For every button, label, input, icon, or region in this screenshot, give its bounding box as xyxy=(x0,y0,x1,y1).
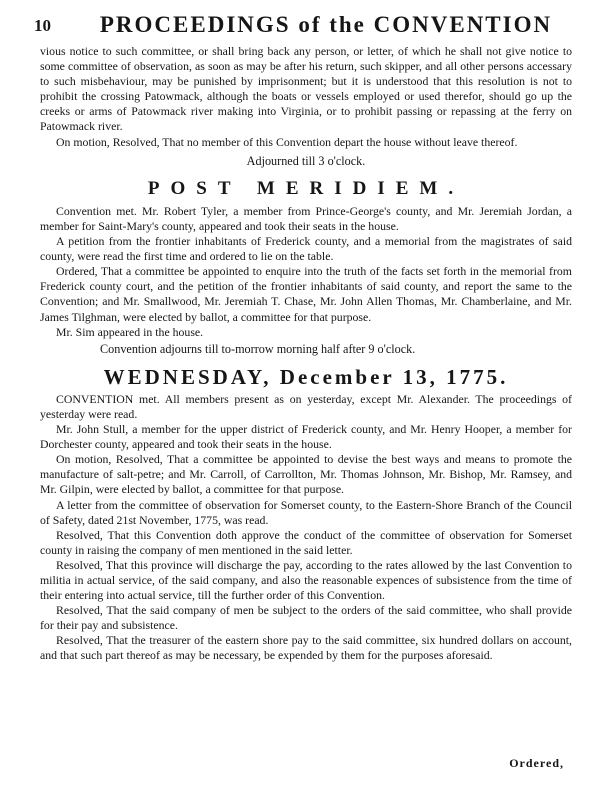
paragraph: Resolved, That the said company of men be subject to the orders of the said committee, who shall provide for their pay and subsistence. xyxy=(40,603,572,633)
paragraph: Resolved, That this Convention doth approve the conduct of the committee of observation for Somerset county in raising the company of men mentioned in the said letter. xyxy=(40,527,572,557)
paragraph: On motion, Resolved, That a committee be appointed to devise the best ways and means to promote the manufacture of salt-petre; and Mr. Carroll, of Carrollton, Mr. Thomas Johnson, Mr. Bishop, Mr. Ramsey, and Mr. Gilpin, were elected by ballot, a committee for that purpose. xyxy=(40,452,572,497)
adjournment-note: Convention adjourns till to-morrow morning half after 9 o'clock. xyxy=(100,341,416,356)
section-heading-date: WEDNESDAY, December 13, 1775. xyxy=(103,364,509,389)
paragraph: Resolved, That the treasurer of the eastern shore pay to the said committee, six hundred dollars on account, and that such part thereof as may be necessary, be expended by them for the purposes aforesaid. xyxy=(40,633,572,663)
paragraph: CONVENTION met. All members present as on yesterday, except Mr. Alexander. The proceedings of yesterday were read. xyxy=(40,391,572,421)
paragraph: Convention met. Mr. Robert Tyler, a member from Prince-George's county, and Mr. Jeremiah Jordan, a member for Saint-Mary's county, appeared and took their seats in the house. xyxy=(40,203,572,233)
document-body xyxy=(40,44,572,664)
paragraph: vious notice to such committee, or shall bring back any person, or letter, of which he shall not give notice to some committee of observation, as soon as may be after his return, such skipper, and all other persons accessary to such misbehaviour, may be punished by imprisonment; but it is understood that this resolution is not to prohibit the crossing Patowmack, although the boats or vessels employed or used therefor, should go up the creeks or arms of Patowmack river making into Virginia, or to prohibit passing or repassing at the ferry on Patowmack river. xyxy=(40,44,572,134)
page-header xyxy=(22,8,582,42)
paragraph: Resolved, That this province will discharge the pay, according to the rates allowed by the last Convention to militia in actual service, of the said company, and also the reasonable expences of subsistence from the time of their entering into actual service, till the further order of this Convention. xyxy=(40,557,572,603)
running-title: PROCEEDINGS of the CONVENTION xyxy=(99,12,553,37)
paragraph: A letter from the committee of observation for Somerset county, to the Eastern-Shore Branch of the Council of Safety, dated 21st November, 1775, was read. xyxy=(40,497,572,527)
paragraph: Ordered, That a committee be appointed to enquire into the truth of the facts set forth in the memorial from Frederick county court, and the petition of the frontier inhabitants of said county, and report the same to the Convention; and Mr. Smallwood, Mr. Jeremiah T. Chase, Mr. John Allen Thomas, Mr. Chamberlaine, and Mr. James Tilghman, were elected by ballot, a committee for that purpose. xyxy=(40,264,572,324)
section-heading-post-meridiem: POST MERIDIEM. xyxy=(147,177,465,199)
adjournment-note: Adjourned till 3 o'clock. xyxy=(246,153,366,168)
catchword: Ordered, xyxy=(509,756,564,770)
paragraph: On motion, Resolved, That no member of this Convention depart the house without leave thereof. xyxy=(56,134,518,149)
paragraph: Mr. Sim appeared in the house. xyxy=(56,324,204,339)
page-number: 10 xyxy=(34,16,51,35)
paragraph: Mr. John Stull, a member for the upper district of Frederick county, and Mr. Henry Hooper, a member for Dorchester county, appeared and took their seats in the house. xyxy=(40,422,572,452)
paragraph: A petition from the frontier inhabitants of Frederick county, and a memorial from the magistrates of said county, were read the first time and ordered to lie on the table. xyxy=(40,234,572,264)
